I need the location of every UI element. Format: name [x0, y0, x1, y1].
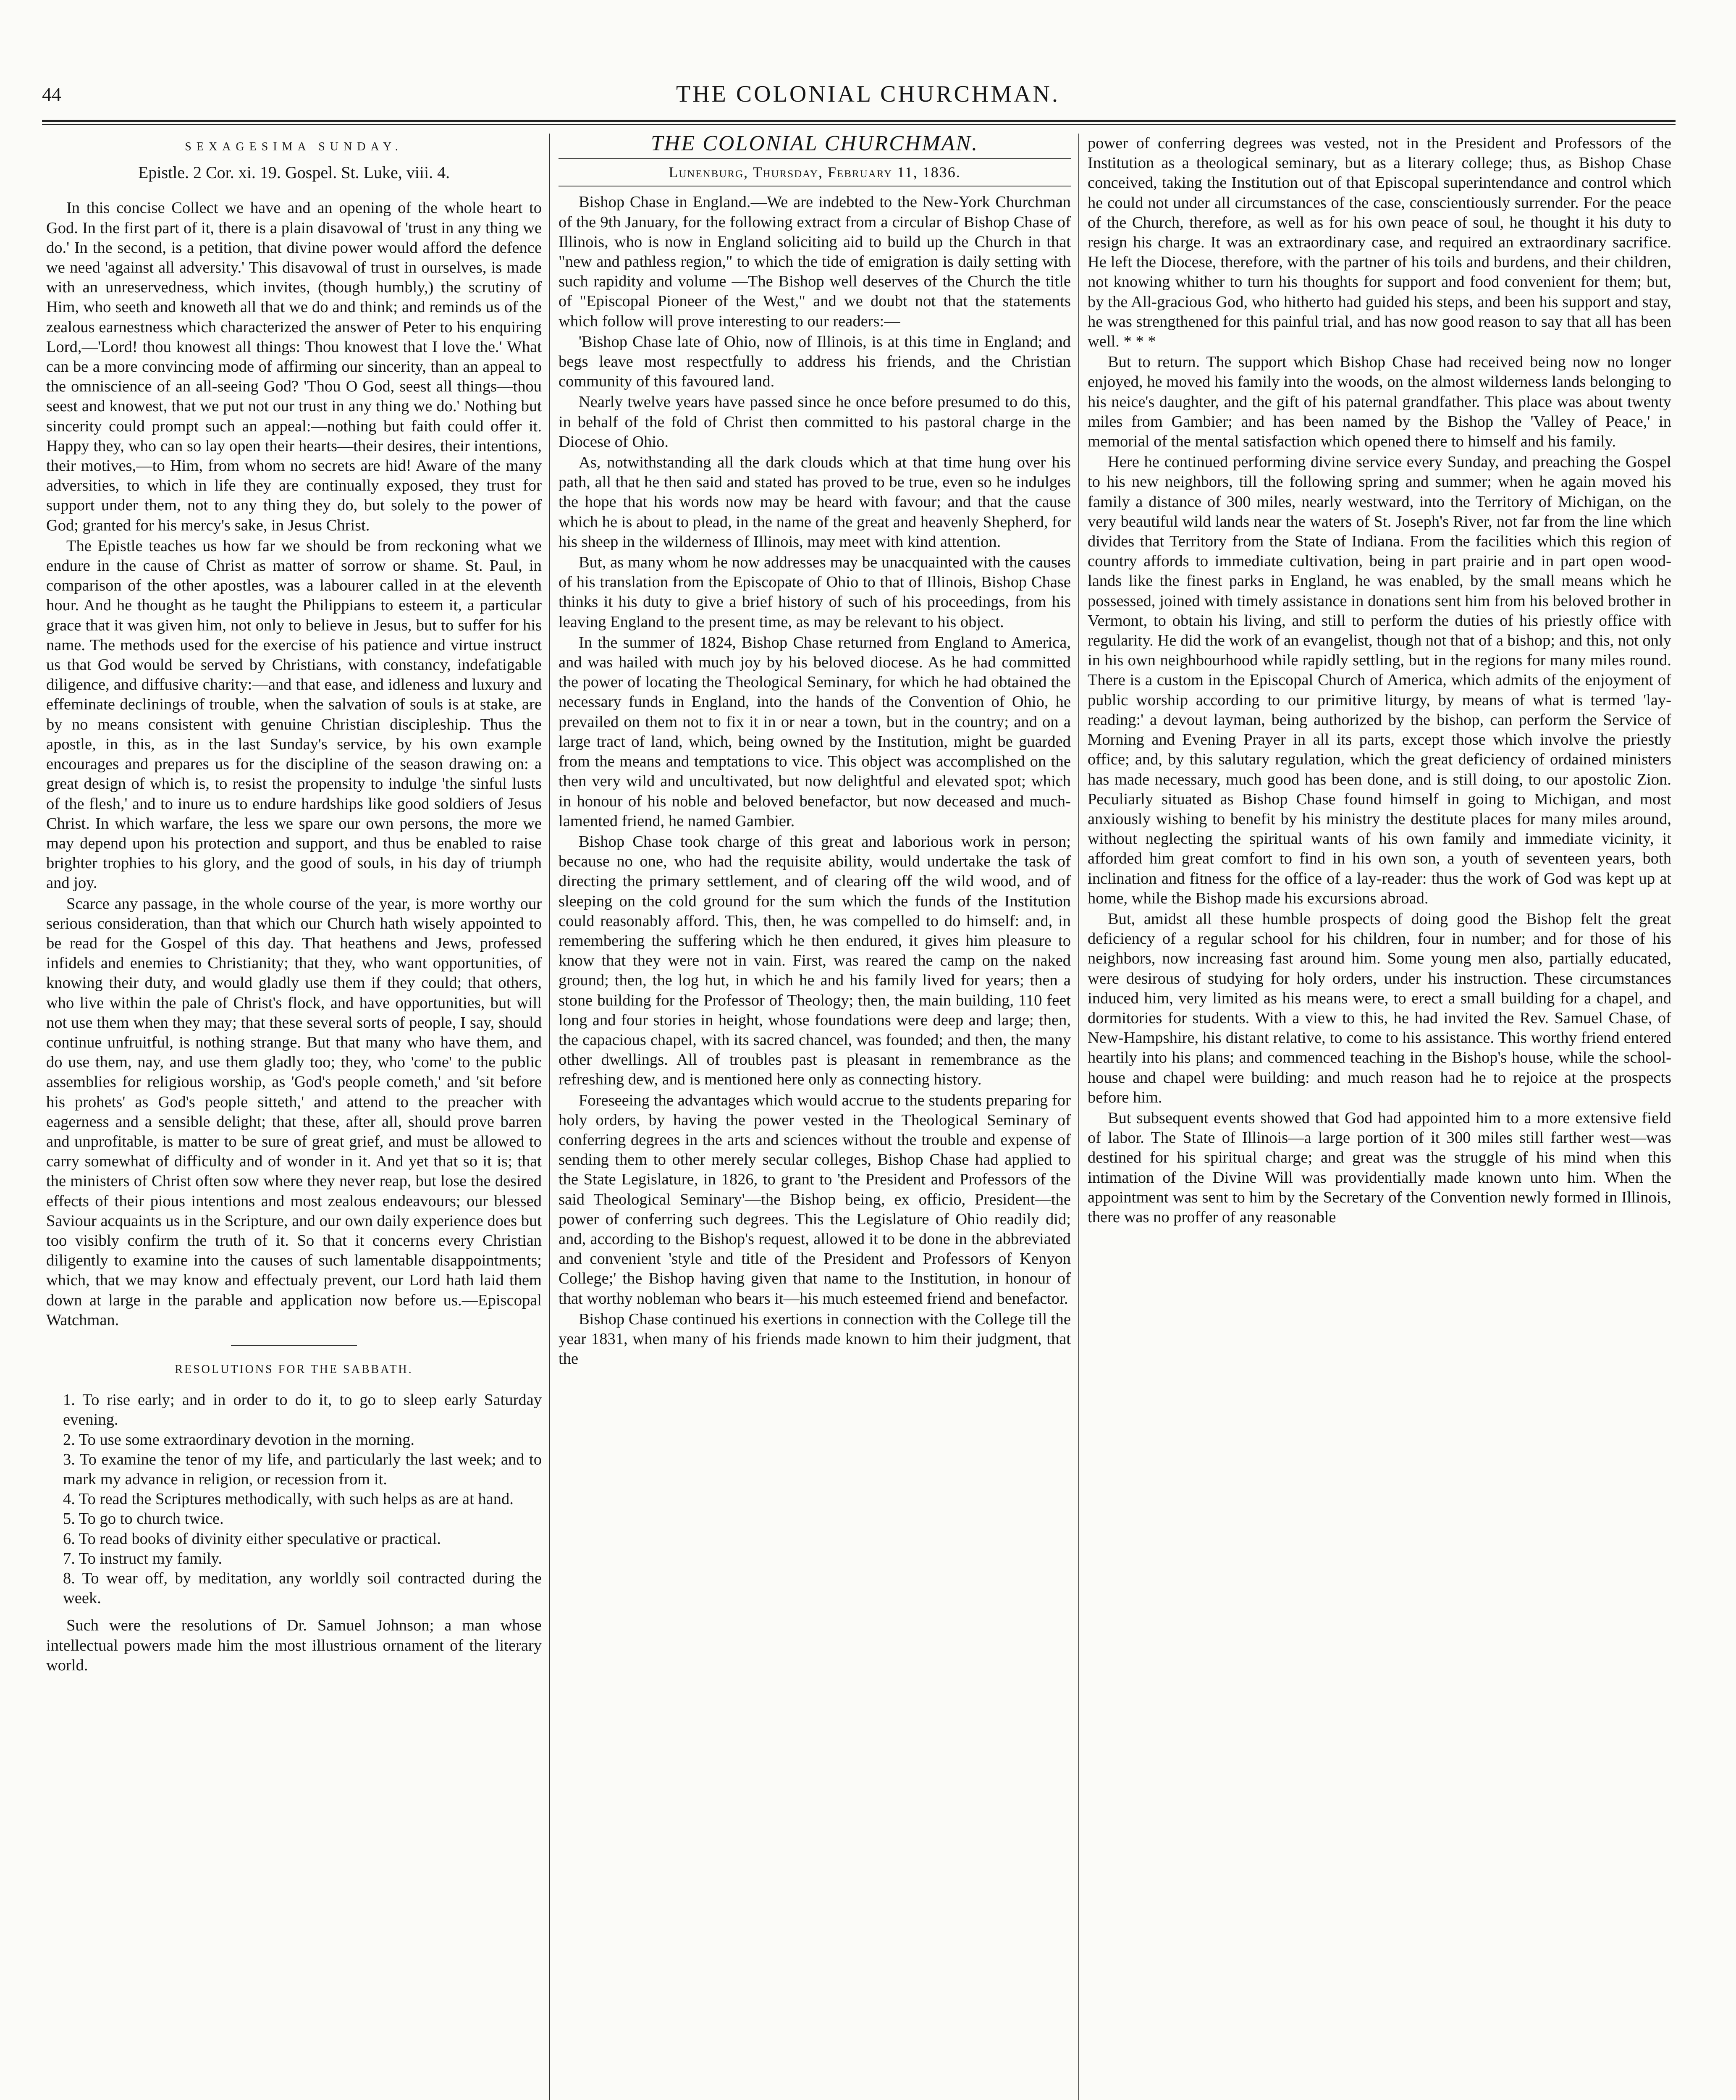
header-rule — [42, 120, 1676, 125]
column-divider — [1078, 134, 1079, 2100]
list-item: 4. To read the Scriptures methodically, with such helps as are at hand. — [63, 1490, 514, 1508]
article-paragraph: Nearly twelve years have passed since he once before presumed to do this, in behalf of the fold of Christ then committed to his pastoral charge in the Diocese of Ohio. — [559, 393, 1071, 451]
article-paragraph: Scarce any passage, in the whole course of the year, is more worthy our serious consideration, than that which our Church hath wisely appointed to be read for the Gospel of this day. That heathens and Jews, professed infidels and enemies to Christianity; that they, who want opportunities, of knowing their duty, and would gladly use them if they could; that others, who live within the pale of Christ's flock, and have opportunities, but will not use them when they may; that these several sorts of people, I say, should continue unfruitful, is nothing strange. But that many who have them, and do use them, nay, and use them gladly too; they, who 'come' to the public assemblies for religious worship, as 'God's people cometh,' and 'sit before his prohets' as God's people sitteth,' and attend to the preacher with eagerness and a sensible delight; that these, after all, should prove barren and unprofitable, is matter to be sure of great grief, and must be allowed to carry somewhat of difficulty and of wonder in it. And yet that so it is; that the ministers of Christ often sow where they never reap, but lose the desired effects of their pious intentions and most zealous endeavours; our blessed Saviour acquaints us in the Scripture, and our own daily experience does but too visibly confirm the truth of it. So that it concerns every Christian diligently to examine into the causes of such lamentable disappointments; which, that we may know and effectualy prevent, our Lord hath laid them down at large in the parable and application now before us.—Episcopal Watchman. — [46, 895, 542, 1329]
article-paragraph: In this concise Collect we have and an opening of the whole heart to God. In the first part of it, there is a plain disavowal of 'trust in any thing we do.' In the second, is a petition, that divine power would afford the defence we need 'against all adversity.' This disavowal of trust in ourselves, is made with an unreservedness, which invites, (though humbly,) the scrutiny of Him, who seeth and knoweth all that we do and think; and reminds us of the zealous earnestness which characterized the answer of Peter to his enquiring Lord,—'Lord! thou knowest all things: Thou knowest that I love the.' What can be a more convincing mode of affirming our sincerity, than an appeal to the omniscience of an all-seeing God? 'Thou O God, seest all things—thou seest and knowest, that we put not our trust in any thing we do.' Nothing but sincerity could prompt such an appeal:—nothing but faith could offer it. Happy they, who can so lay open their hearts—their desires, their intentions, their motives,—to Him, from whom no secrets are hid! Aware of the many adversities, to which in life they are continually exposed, they trust for support under them, not to any thing they do, but solely to the power of God; granted for his mercy's sake, in Jesus Christ. — [46, 199, 542, 534]
list-item: 3. To examine the tenor of my life, and particularly the last week; and to mark my advance in religion, or recession from it. — [63, 1450, 542, 1488]
column-divider — [549, 134, 550, 2100]
column-2 — [559, 134, 1071, 2100]
closing-paragraph: Such were the resolutions of Dr. Samuel Johnson; a man whose intellectual powers made him the most illustrious ornament of the literary world. — [46, 1617, 542, 1674]
article-paragraph: As, notwithstanding all the dark clouds which at that time hung over his path, all that he then said and stated has proved to be true, even so he indulges the hope that his words now may be heard with favour; and that the cause which he is about to plead, in the name of the great and heavenly Shepherd, for his sheep in the wilderness of Illinois, may meet with kind attention. — [559, 454, 1071, 551]
article-paragraph: But subsequent events showed that God had appointed him to a more extensive field of labor. The State of Illinois—a large portion of it 300 miles still farther west—was destined for his spiritual charge; and great was the struggle of his mind when this intimation of the Divine Will was providentially made known unto him. When the appointment was sent to him by the Secretary of the Convention newly formed in Illinois, there was no proffer of any reasonable — [1088, 1109, 1671, 1226]
section-title-resolutions: RESOLUTIONS FOR THE SABBATH. — [175, 1362, 413, 1376]
article-paragraph: Foreseeing the advantages which would accrue to the students preparing for holy orders, by having the power vested in the Theological Seminary of conferring degrees in the arts and sciences without the trouble and expense of sending them to other merely secular colleges, Bishop Chase had applied to the State Legislature, in 1826, to grant to 'the President and Professors of the said Theological Seminary'—the Bishop being, ex officio, President—the power of conferring such degrees. This the Legislature of Ohio readily did; and, according to the Bishop's request, allowed it to be done in the abbreviated and convenient 'style and title of the President and Professors of Kenyon College;' the Bishop having given that name to the Institution, in honour of that worthy nobleman who bears it—his much esteemed friend and benefactor. — [559, 1091, 1071, 1307]
article-paragraph: power of conferring degrees was vested, not in the President and Professors of the Institution as a theological seminary, but as a literary college; thus, as Bishop Chase conceived, taking the Institution out of that Episcopal superintendance and control which he could not under all circumstances of the case, conscientiously surrender. For the peace of the Church, therefore, as well as for his own peace of soul, he thought it his duty to resign his charge. It was an extraordinary case, and required an extraordinary sacrifice. He left the Diocese, therefore, with the partner of his toils and burdens, and their children, not knowing whither to turn his thoughts for support and food convenient for them; but, by the All-gracious God, who hitherto had guided his steps, and been his support and stay, he was strengthened for this painful trial, and has now good reason to say that all has been well. * * * — [1088, 134, 1671, 351]
article-paragraph: Bishop Chase in England.—We are indebted to the New-York Churchman of the 9th January, for the following extract from a circular of Bishop Chase of Illinois, who is now in England soliciting aid to build up the Church in that "new and pathless region," to which the tide of emigration is daily setting with such rapidity and volume —The Bishop well deserves of the Church the title of "Episcopal Pioneer of the West," and we doubt not that the statements which follow will prove interesting to our readers:— — [559, 193, 1071, 330]
article-paragraph: The Epistle teaches us how far we should be from reckoning what we endure in the cause of Christ as matter of sorrow or shame. St. Paul, in comparison of the other apostles, was a labourer called in at the eleventh hour. And he thought as he taught the Philippians to esteem it, a particular grace that it was given him, not only to believe in Jesus, but to suffer for his name. The methods used for the exercise of his patience and virtue instruct us that God would be served by Christians, with constancy, indefatigable diligence, and diffusive charity:—and that ease, and idleness and luxury and effeminate declinings of trouble, when the salvation of souls is at stake, are by no means consistent with genuine Christian discipleship. Thus the apostle, in this, as in the last Sunday's service, by his own example encourages and prepares us for the discipline of the season drawing on: a great design of which is, to resist the propensity to indulge 'the sinful lusts of the flesh,' and to inure us to endure hardships like good soldiers of Jesus Christ. In which warfare, the less we spare our own persons, the more we may depend upon his protection and support, and thus be enabled to raise brighter trophies to his glory, and the good of souls, in his day of triumph and joy. — [46, 537, 542, 892]
article-paragraph: Bishop Chase continued his exertions in connection with the College till the year 1831, when many of his friends made known to him their judgment, that the — [559, 1310, 1071, 1368]
article-paragraph: Bishop Chase took charge of this great and laborious work in person; because no one, who had the requisite ability, would undertake the task of directing the primary settlement, and of clearing off the wild wood, and of sleeping on the cold ground for the sum which the funds of the Institution could reasonably afford. This, then, he was compelled to do himself: and, in remembering the suffering which he then endured, it gives him pleasure to know that they were not in vain. First, was reared the camp on the naked ground; then, the log hut, in which he and his family lived for years; then a stone building for the Professor of Theology; then, the main building, 110 feet long and four stories in height, whose foundations were deep and large; then, the capacious chapel, with its sacred chancel, was founded; and then, the many other dwellings. All of troubles past is pleasant in remembrance as the refreshing dew, and is mentioned here only as connecting history. — [559, 832, 1071, 1089]
section-divider — [231, 1345, 357, 1346]
article-paragraph: But, as many whom he now addresses may be unacquainted with the causes of his translation from the Episcopate of Ohio to that of Illinois, Bishop Chase thinks it his duty to give a brief history of such of his proceedings, from his leaving England to the present time, as may be relevant to his object. — [559, 554, 1071, 631]
page-number: 44 — [42, 84, 61, 105]
list-item: 1. To rise early; and in order to do it, to go to sleep early Saturday evening. — [63, 1391, 542, 1429]
resolutions-list — [46, 1390, 542, 1608]
column-3 — [1088, 134, 1671, 2100]
section-title-sexagesima: SEXAGESIMA SUNDAY. — [185, 140, 403, 153]
article-paragraph: But to return. The support which Bishop Chase had received being now no longer enjoyed, he moved his family into the woods, on the almost wilderness lands belonging to his neice's daughter, and the gift of his paternal grandfather. This place was about twenty miles from Gambier; and has been named by the Bishop the 'Valley of Peace,' in memorial of the mental satisfaction which opened there to himself and his family. — [1088, 353, 1671, 451]
lessons-line: Epistle. 2 Cor. xi. 19. Gospel. St. Luke, viii. 4. — [138, 163, 450, 182]
list-item: 5. To go to church twice. — [63, 1510, 224, 1528]
list-item: 6. To read books of divinity either speculative or practical. — [63, 1530, 441, 1548]
article-paragraph: But, amidst all these humble prospects of doing good the Bishop felt the great deficiency of a regular school for his children, four in number; and for those of his neighbors, now increasing fast around him. Some young men also, partially educated, were desirous of studying for holy orders, under his instruction. These circumstances induced him, very limited as his means were, to erect a small building for a chapel, and dormitories for students. With a view to this, he had invited the Rev. Samuel Chase, of New-Hampshire, his distant relative, to come to his assistance. This worthy friend entered heartily into his plans; and commenced teaching in the Bishop's house, while the school-house and chapel were building: and much reason had he to rejoice at the prospects before him. — [1088, 910, 1671, 1106]
column-1 — [46, 134, 542, 2100]
article-paragraph: In the summer of 1824, Bishop Chase returned from England to America, and was hailed with much joy by his beloved diocese. As he had committed the power of locating the Theological Seminary, for which he had obtained the necessary funds in England, into the hands of the Convention of Ohio, he prevailed on them not to fix it in or near a town, but in the country; and on a large tract of land, which, being owned by the Institution, might be guarded from the means and temptations to vice. This object was accomplished on the then very wild and uncultivated, but now delightful and elevated spot; which in honour of his noble and beloved benefactor, but now deceased and much-lamented friend, he named Gambier. — [559, 633, 1071, 830]
running-title: THE COLONIAL CHURCHMAN. — [676, 81, 1060, 107]
list-item: 8. To wear off, by meditation, any worldly soil contracted during the week. — [63, 1570, 542, 1607]
dateline: Lunenburg, Thursday, February 11, 1836. — [669, 164, 961, 181]
article-paragraph: Here he continued performing divine service every Sunday, and preaching the Gospel to his new neighbors, till the following spring and summer; when he again moved his family a distance of 300 miles, nearly westward, into the Territory of Michigan, on the very beautiful wild lands near the waters of St. Joseph's River, not far from the line which divides that Territory from the State of Indiana. From the facilities which this region of country affords to immediate cultivation, being in part prairie and in part open wood-lands like the finest parks in England, he was enabled, by the small means which he possessed, joined with timely assistance in donations sent him from his beloved brother in Vermont, to obtain his living, and still to perform the duties of his priestly office with regularity. He did the work of an evangelist, though not that of a bishop; and this, not only in his own neighbourhood while rapidly settling, but in the regions for many miles round. There is a custom in the Episcopal Church of America, which admits of the enjoyment of public worship according to our primitive liturgy, by means of what is termed 'lay-reading:' a devout layman, being authorized by the bishop, can perform the Service of Morning and Evening Prayer in all its parts, except those which involve the priestly office; and, by this salutary regulation, which the great deficiency of ordained ministers has made necessary, much good has been done, and is still doing, to our apostolic Zion. Peculiarly situated as Bishop Chase found himself in going to Michigan, and most anxiously wishing to benefit by his ministry the destitute places for many miles around, without neglecting the spiritual wants of his own family and immediate vicinity, it afforded him great comfort to find in his own son, a youth of seventeen years, both inclination and fitness for the office of a lay-reader: thus the work of God was kept up at home, while the Bishop made his excursions abroad. — [1088, 453, 1671, 907]
list-item: 7. To instruct my family. — [63, 1549, 223, 1567]
list-item: 2. To use some extraordinary devotion in the morning. — [63, 1431, 415, 1449]
masthead-title: THE COLONIAL CHURCHMAN. — [650, 134, 979, 155]
article-paragraph: 'Bishop Chase late of Ohio, now of Illinois, is at this time in England; and begs leave most respectfully to address his friends, and the Christian community of this favoured land. — [559, 333, 1071, 391]
